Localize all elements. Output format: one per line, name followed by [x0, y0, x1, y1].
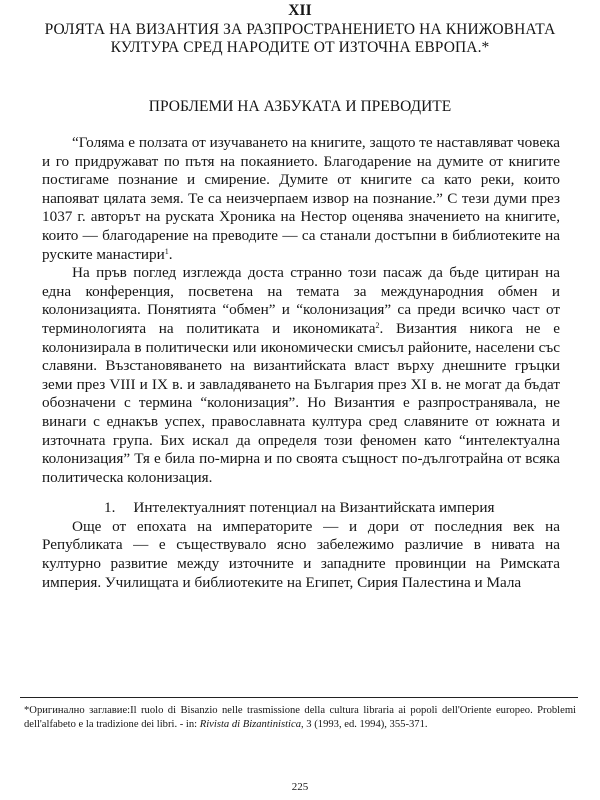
paragraph-2-text: На пръв поглед изглежда доста странно този пасаж да бъде цитиран на една конференция, посветена на темата за международния обмен и колонизацията. Понятията “обмен” и “колонизация” са преди всичко част от терминологията на политиката и икономиката [42, 264, 560, 337]
paragraph-1-end: . [168, 245, 173, 263]
footnote-ref-1: 1 [164, 246, 169, 256]
subsection-heading [42, 499, 560, 518]
footnote-journal: Rivista di Bizantinistica [199, 719, 301, 731]
subsection-title: Интелектуалният потенциал на Византийската империя [133, 499, 495, 517]
section-heading: ПРОБЛЕМИ НА АЗБУКАТА И ПРЕВОДИТЕ [148, 98, 452, 115]
subsection-number: 1. [104, 499, 116, 517]
chapter-number: XII [288, 2, 312, 19]
chapter-heading [40, 2, 560, 58]
footnote-marker: * [24, 705, 30, 716]
footnote [24, 704, 576, 733]
footnote-citation: , 3 (1993, ed. 1994), 355-371. [301, 719, 428, 731]
footnote-ref-2: 2 [375, 320, 380, 330]
body-text [42, 134, 560, 592]
footnote-divider [20, 697, 578, 698]
page-number: 225 [291, 781, 309, 793]
paragraph-3: Още от епохата на императорите — и дори от последния век на Републиката — е съществувало ясно забележимо различие в нивата на културно развитие между източните и западните провинции на Римската империя. Училищата и библиотеките на Египет, Сирия Палестина и Мала [42, 517, 560, 591]
paragraph-2 [42, 264, 560, 487]
chapter-title: РОЛЯТА НА ВИЗАНТИЯ ЗА РАЗПРОСТРАНЕНИЕТО НА КНИЖОВНАТА КУЛТУРА СРЕД НАРОДИТЕ ОТ ИЗТОЧНА ЕВРОПА.* [44, 20, 556, 56]
footnote-label: Оригинално заглавие: [29, 705, 131, 716]
paragraph-1-text: “Голяма е ползата от изучаването на книгите, защото те наставляват човека и го придружават по пътя на покаянието. Благодарение на думите от книгите постигаме познание и смирение. Думите от книгите са като реки, които напояват цялата земя. Те са неизчерпаем извор на познание.” С тези думи през 1037 г. авторът на руската Хроника на Нестор оценява значението на книгите, които — благодарение на преводите — са станали достъпни в библиотеките на руските манастири [42, 134, 560, 263]
paragraph-1 [42, 134, 560, 264]
paragraph-2-rest: . Византия никога не е колонизирала в политически или икономически смисъл районите, населени със славяни. Възстановяването на византийската власт върху днешните гръцки земи през VIII и IX в. и завладяването на България през XI в. не могат да бъдат обозначени с термина “колонизация”. Но Византия е разпространявала, не винаги с еднакъв успех, православната култура сред славяните от южната и източната група. Бих искал да определя този феномен като “интелектуална колонизация” Тя е била по-мирна и по своята същност по-дълготрайна от всяка политическа колонизация. [42, 319, 560, 486]
footnote-text: Il ruolo di Bisanzio nelle trasmissione della cultura libraria ai popoli dell'Oriente europeo. Problemi dell'alfabeto e la tradizione dei libri. - in: [24, 705, 576, 731]
